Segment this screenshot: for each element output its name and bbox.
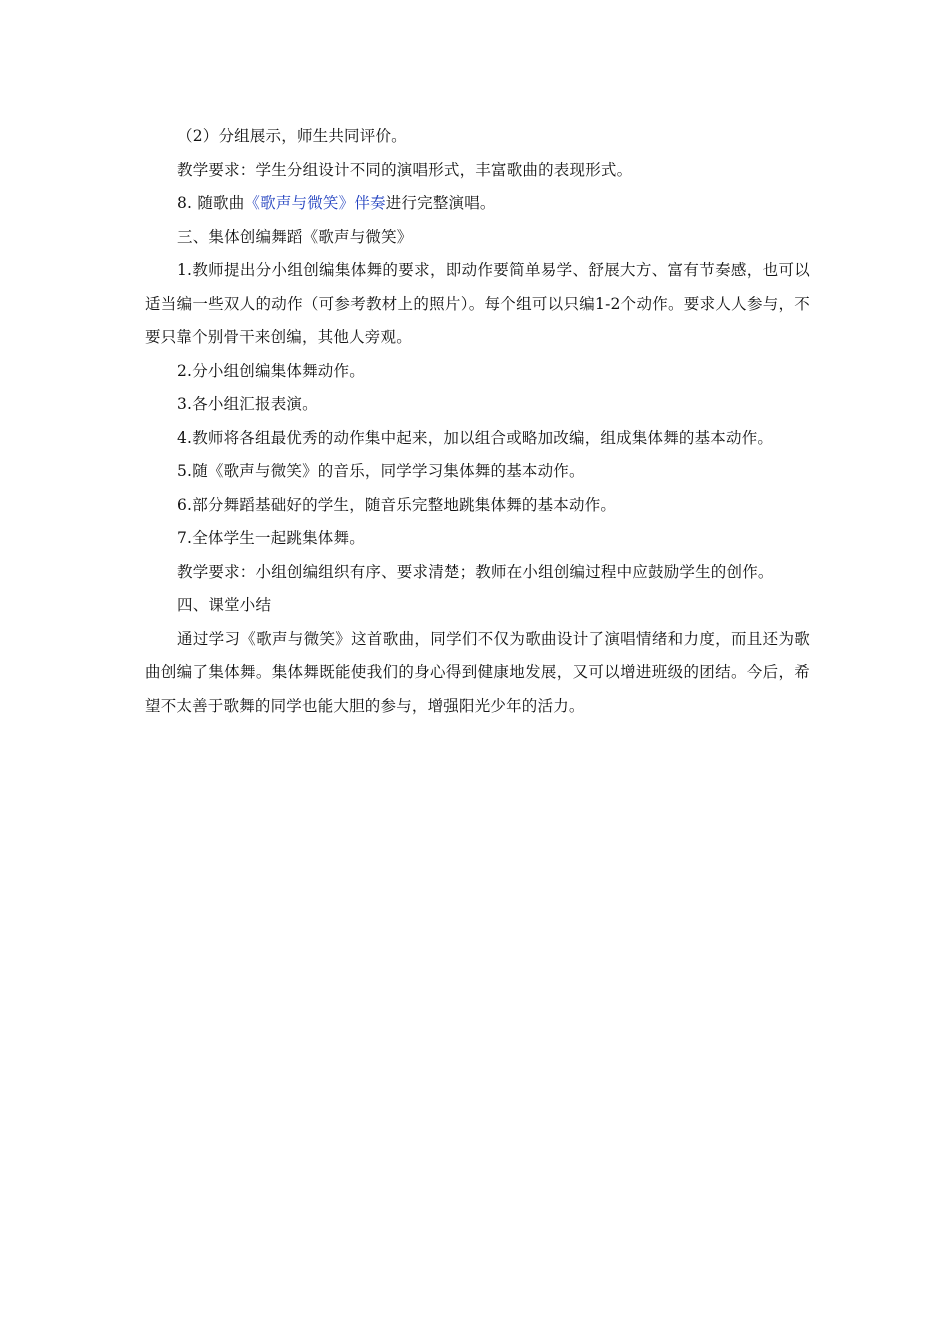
paragraph-step-5: 5.随《歌声与微笑》的音乐，同学学习集体舞的基本动作。: [177, 462, 585, 480]
step-8-suffix: 进行完整演唱。: [385, 194, 496, 212]
paragraph-summary: 通过学习《歌声与微笑》这首歌曲，同学们不仅为歌曲设计了演唱情绪和力度，而且还为歌曲创编了集体舞。集体舞既能使我们的身心得到健康地发展，又可以增进班级的团结。今后，希望不太善于歌舞的同学也能大胆的参与，增强阳光少年的活力。: [145, 629, 810, 715]
section-heading-4: 四、课堂小结: [177, 596, 272, 614]
paragraph-group-show: （2）分组展示，师生共同评价。: [177, 127, 407, 145]
document-body: [145, 120, 810, 723]
paragraph-step-2: 2.分小组创编集体舞动作。: [177, 361, 365, 380]
section-heading-3: 三、集体创编舞蹈《歌声与微笑》: [177, 227, 413, 246]
step-8-prefix: 8. 随歌曲: [177, 194, 245, 212]
paragraph-step-7: 7.全体学生一起跳集体舞。: [177, 529, 365, 547]
accompaniment-link[interactable]: 《歌声与微笑》伴奏: [244, 194, 386, 212]
paragraph-step-6: 6.部分舞蹈基础好的学生，随音乐完整地跳集体舞的基本动作。: [177, 495, 617, 514]
paragraph-step-1: 1.教师提出分小组创编集体舞的要求，即动作要简单易学、舒展大方、富有节奏感，也可以适当编一些双人的动作（可参考教材上的照片）。每个组可以只编1-2个动作。要求人人参与，不要只靠个别骨干来创编，其他人旁观。: [145, 261, 810, 346]
paragraph-teaching-requirement-2: 教学要求：小组创编组织有序、要求清楚；教师在小组创编过程中应鼓励学生的创作。: [177, 562, 774, 581]
paragraph-step-3: 3.各小组汇报表演。: [177, 395, 318, 413]
paragraph-step-8: [145, 187, 810, 221]
paragraph-step-4: 4.教师将各组最优秀的动作集中起来，加以组合或略加改编，组成集体舞的基本动作。: [177, 428, 774, 447]
paragraph-teaching-requirement-1: 教学要求：学生分组设计不同的演唱形式，丰富歌曲的表现形式。: [177, 160, 633, 179]
